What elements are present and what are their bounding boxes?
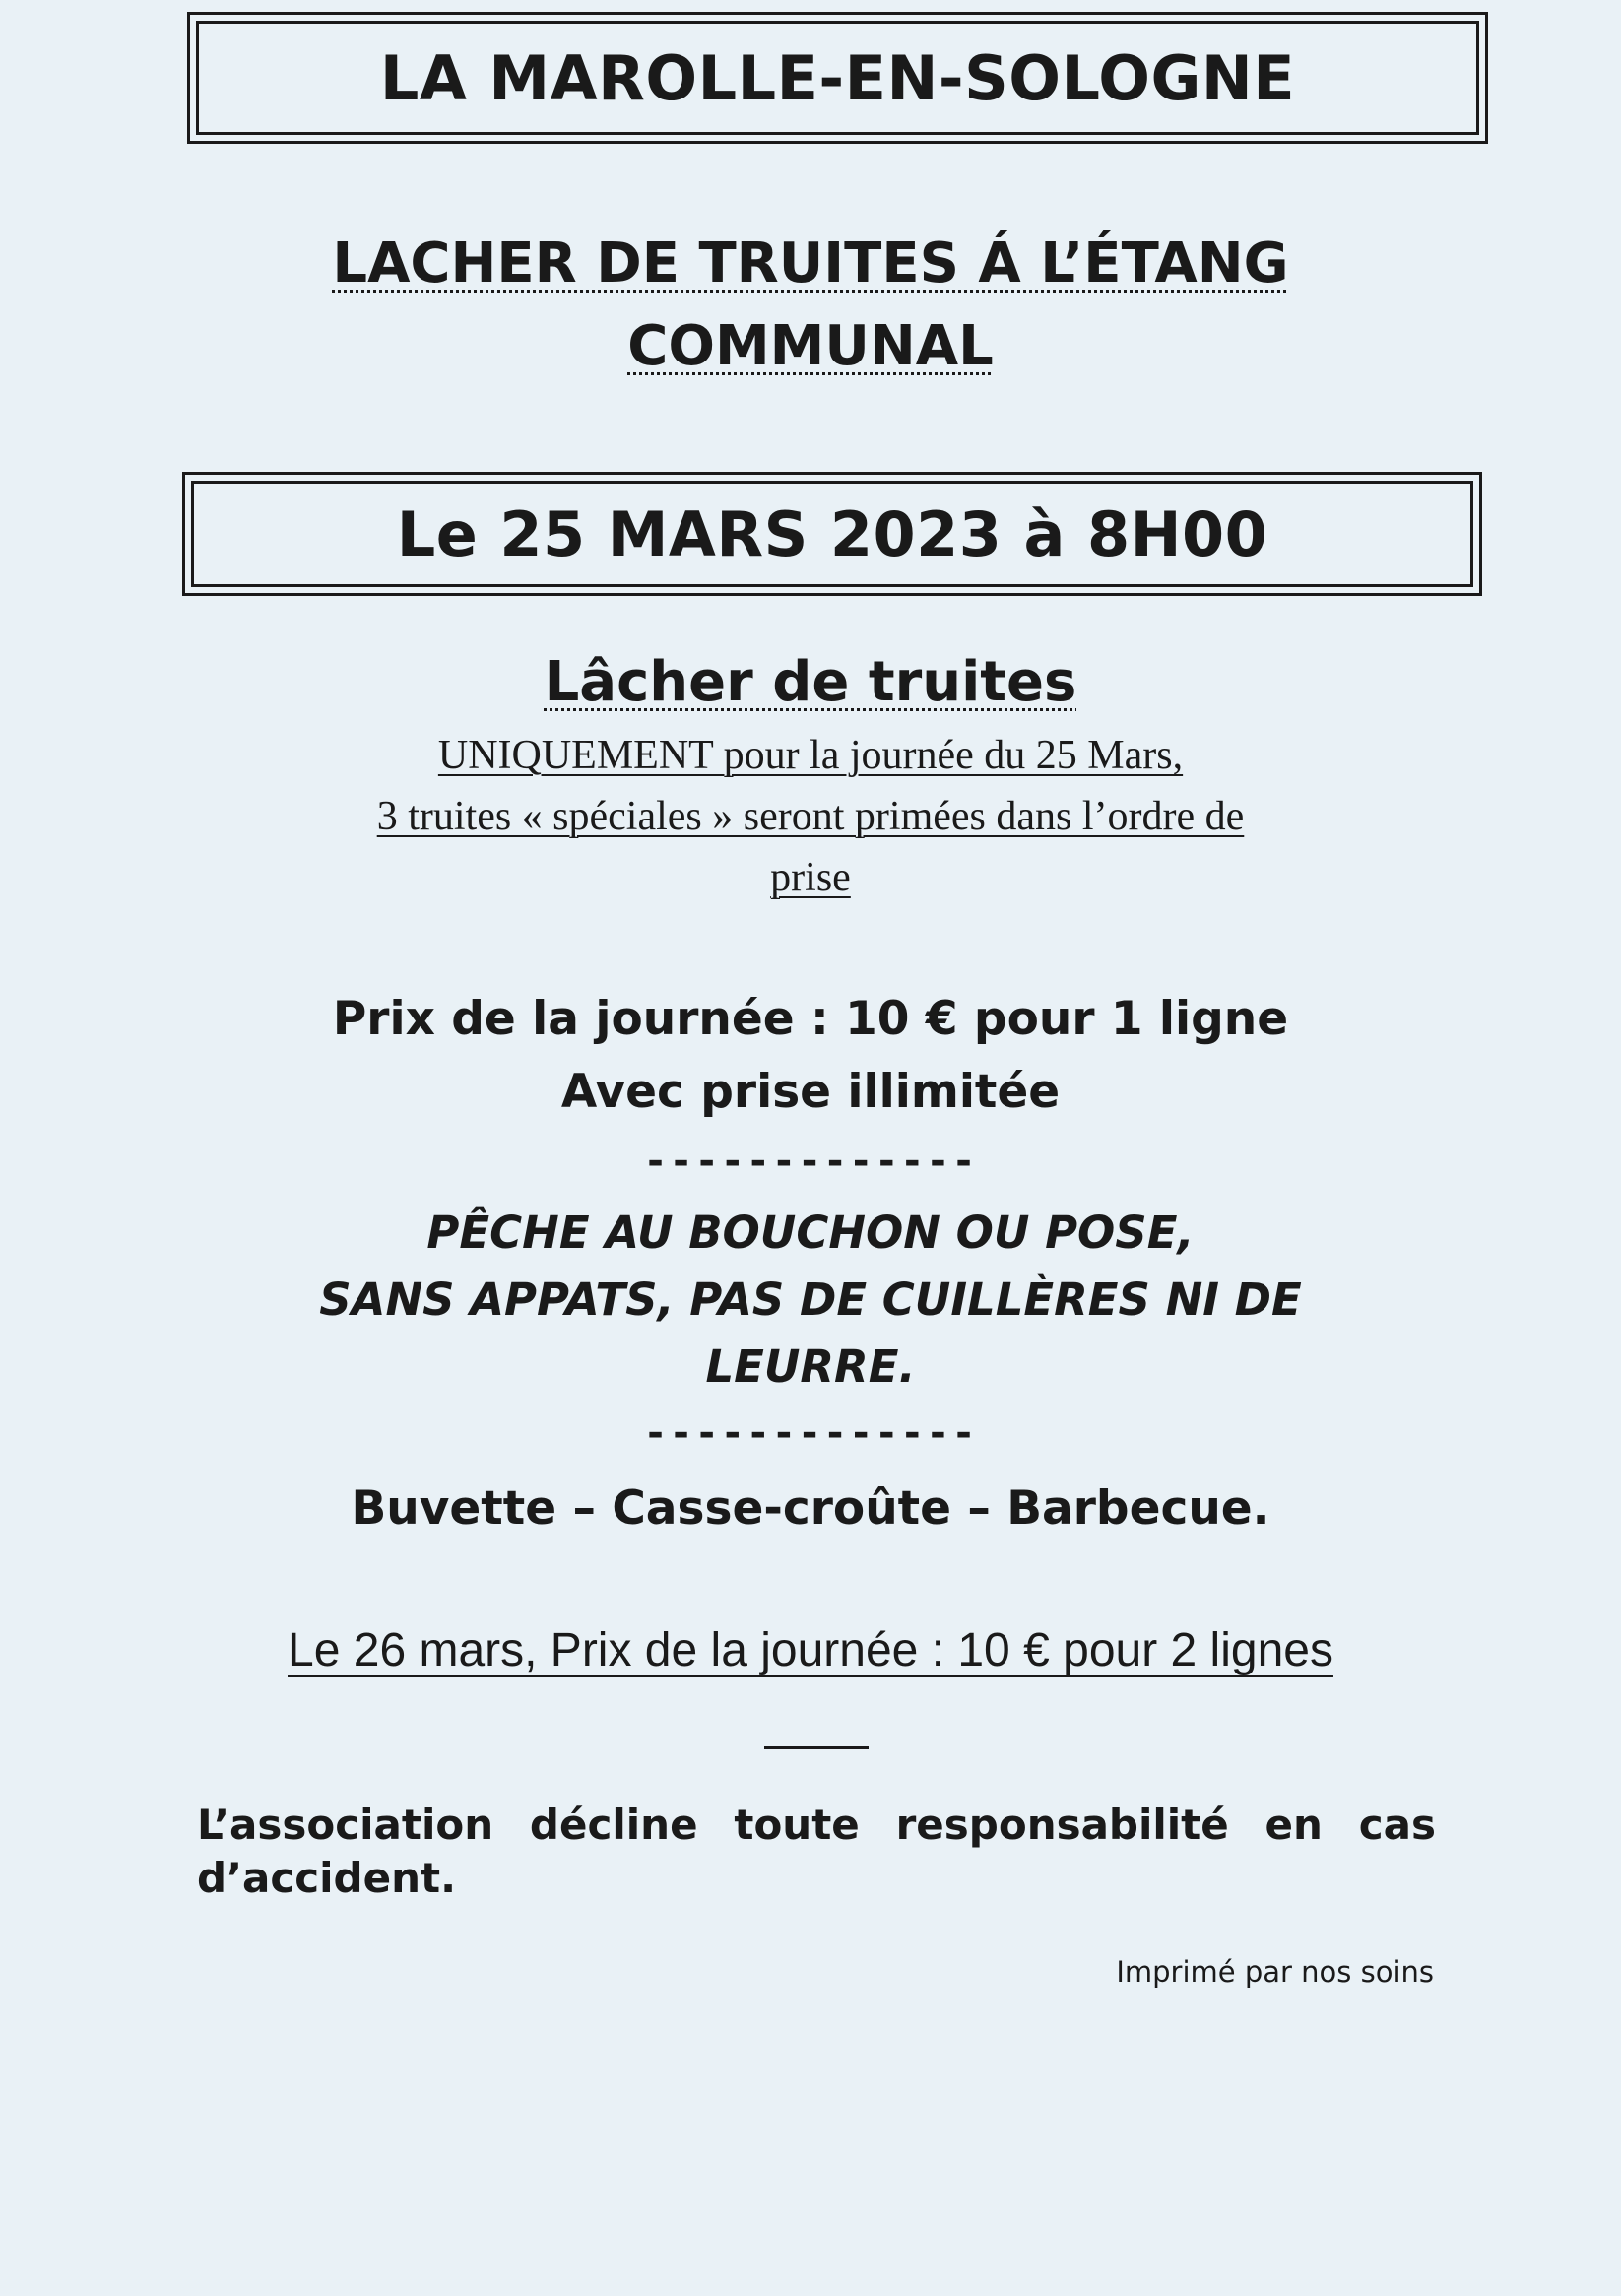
separator-top: ------------- [643, 1139, 978, 1184]
separator-bottom: ------------- [643, 1410, 978, 1456]
release-line1: UNIQUEMENT pour la journée du 25 Mars, [437, 733, 1184, 778]
unlimited-catch-line: Avec prise illimitée [560, 1065, 1061, 1119]
town-title-box [187, 12, 1488, 144]
date-box [182, 472, 1482, 596]
amenities-line: Buvette – Casse-croûte – Barbecue. [351, 1481, 1270, 1536]
disclaimer: L’association décline toute responsabilité en cas d’accident. [197, 1801, 1436, 1902]
event-date: Le 25 MARS 2023 à 8H00 [396, 497, 1268, 570]
town-title-box-inner [196, 21, 1479, 135]
second-day-pricing: Le 26 mars, Prix de la journée : 10 € pour 2 lignes [288, 1624, 1333, 1676]
town-title: LA MAROLLE-EN-SOLOGNE [379, 41, 1296, 114]
event-subtitle-line2: COMMUNAL [627, 314, 994, 378]
price-line: Prix de la journée : 10 € pour 1 ligne [332, 992, 1289, 1046]
rules-line1: PÊCHE AU BOUCHON OU POSE, [426, 1207, 1195, 1259]
printed-by-footer: Imprimé par nos soins [1116, 1955, 1434, 1989]
rules-line3: LEURRE. [705, 1341, 916, 1393]
release-title: Lâcher de truites [544, 650, 1077, 714]
release-line2: 3 truites « spéciales » seront primées dans l’ordre de [376, 794, 1245, 839]
release-line3: prise [770, 855, 851, 900]
rules-line2: SANS APPATS, PAS DE CUILLÈRES NI DE [319, 1274, 1302, 1326]
short-divider [764, 1746, 869, 1749]
date-box-inner [191, 481, 1473, 587]
event-subtitle-line1: LACHER DE TRUITES Á L’ÉTANG [332, 231, 1289, 295]
